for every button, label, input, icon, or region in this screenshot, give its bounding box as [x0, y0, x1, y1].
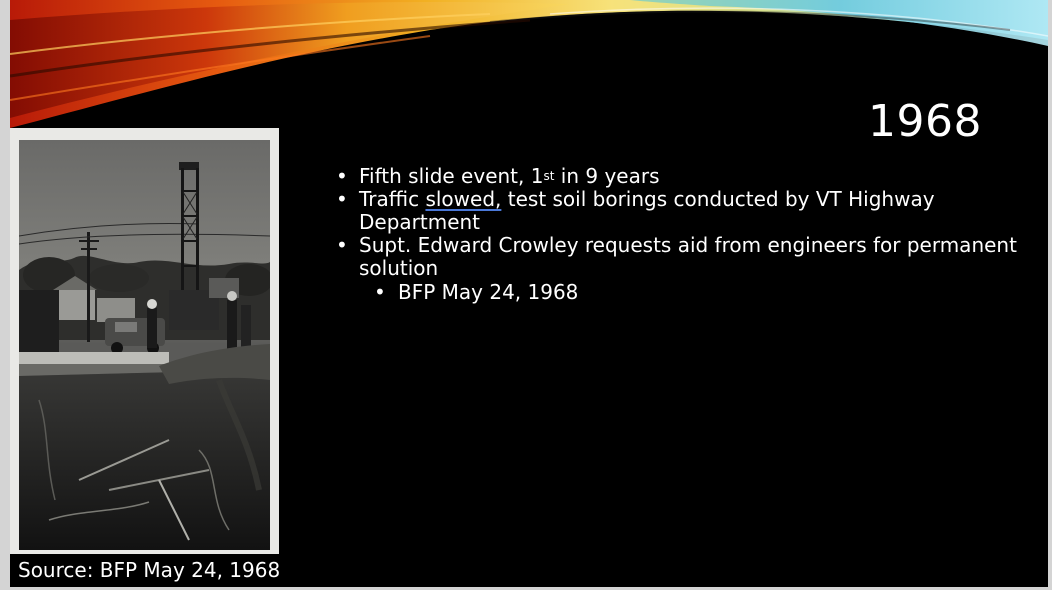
- bullet-item: [332, 165, 1032, 188]
- bullet-text: test soil borings conducted by VT Highway Department: [359, 187, 935, 234]
- bullet-item: [332, 188, 1032, 234]
- slide-canvas: [10, 0, 1048, 587]
- newspaper-photo[interactable]: [10, 128, 279, 554]
- sub-bullet-item: [332, 281, 1032, 304]
- ordinal-superscript: st: [543, 169, 555, 183]
- bullet-text: Supt. Edward Crowley requests aid from engineers for permanent solution: [359, 233, 1017, 280]
- bullet-item: [332, 234, 1032, 280]
- spellcheck-flagged-word[interactable]: slowed,: [425, 187, 502, 211]
- bullet-dot: •: [336, 187, 348, 211]
- bullet-dot: •: [336, 164, 348, 188]
- bullet-text: Fifth slide event, 1: [359, 164, 544, 188]
- sub-bullet-text: BFP May 24, 1968: [398, 280, 579, 304]
- bullet-dot: •: [336, 233, 348, 257]
- bullet-text: in 9 years: [554, 164, 660, 188]
- bullet-list: [332, 165, 1032, 304]
- image-source-caption: Source: BFP May 24, 1968: [18, 558, 281, 582]
- bullet-dot: •: [374, 280, 386, 304]
- newspaper-photo-drilling-rig-icon: [19, 140, 270, 550]
- bullet-text: Traffic: [359, 187, 426, 211]
- slide-title: 1968: [868, 96, 982, 147]
